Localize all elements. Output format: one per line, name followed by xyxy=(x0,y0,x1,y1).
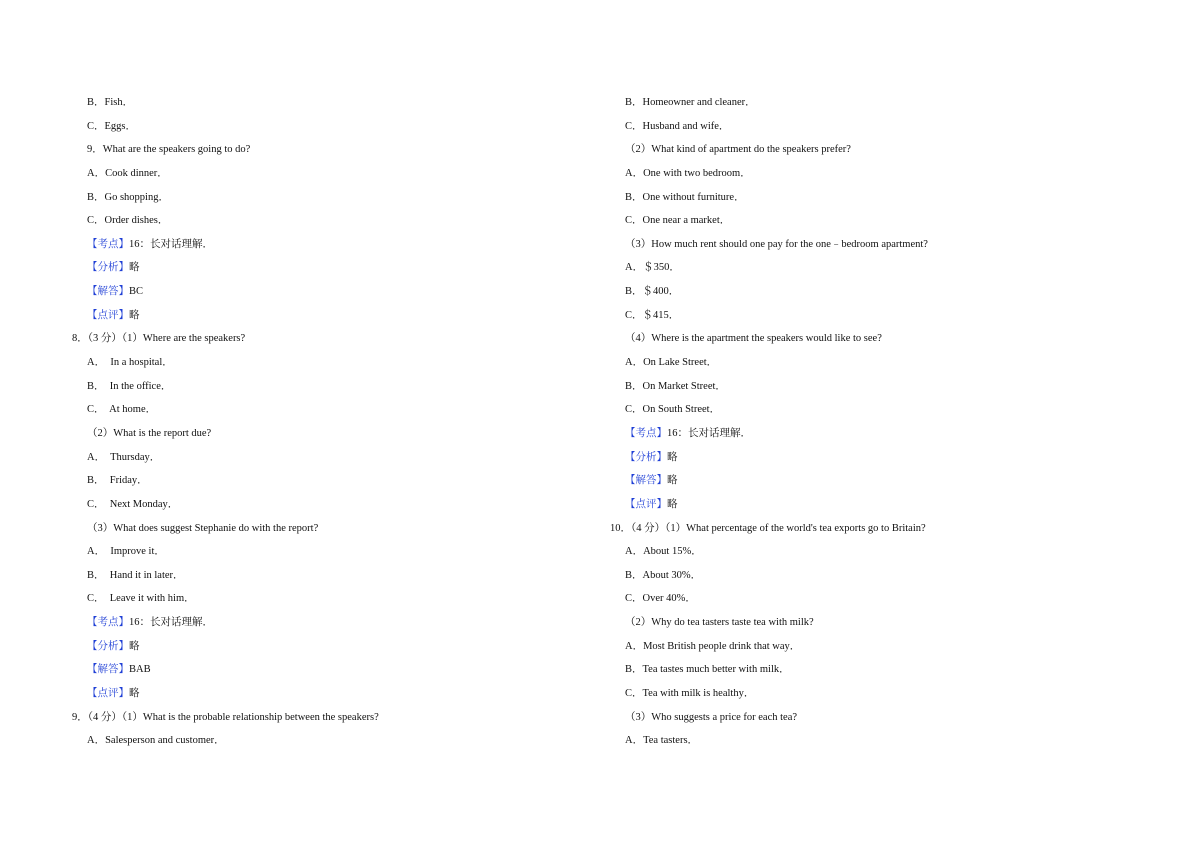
note-tag: 【解答】 xyxy=(87,286,129,298)
text-line: A．Cook dinner． xyxy=(87,167,168,179)
text-line: B．About 30%． xyxy=(625,569,702,581)
answer-note-line xyxy=(610,425,1170,449)
answer-note-line xyxy=(610,472,1170,496)
note-tag: 【解答】 xyxy=(87,664,129,676)
note-text: 16：长对话理解． xyxy=(129,238,213,250)
text-line: （2）What is the report due? xyxy=(87,427,212,439)
text-line: C．＄415． xyxy=(625,309,680,321)
note-tag: 【点评】 xyxy=(625,498,667,510)
note-text: 略 xyxy=(129,640,140,652)
text-line: B． Friday． xyxy=(87,475,148,487)
text-line: （3）Who suggests a price for each tea? xyxy=(625,711,798,723)
text-line: C． At home． xyxy=(87,404,157,416)
left-column xyxy=(72,94,592,756)
note-tag: 【分析】 xyxy=(87,640,129,652)
text-line: B．One without furniture． xyxy=(625,191,745,203)
text-line: A．Salesperson and customer． xyxy=(87,735,225,747)
text-line: C． Next Monday． xyxy=(87,498,179,510)
text-line: （2）Why do tea tasters taste tea with milk? xyxy=(625,617,814,629)
text-line: B．On Market Street． xyxy=(625,380,726,392)
question-line: 8．（3 分）（1）Where are the speakers? xyxy=(72,333,246,345)
note-tag: 【分析】 xyxy=(625,451,667,463)
right-column xyxy=(610,94,1170,756)
text-line: C．Order dishes． xyxy=(87,215,169,227)
answer-note-line xyxy=(72,685,592,709)
text-line: B．Tea tastes much better with milk． xyxy=(625,664,790,676)
note-tag: 【考点】 xyxy=(625,427,667,439)
answer-note-line xyxy=(72,638,592,662)
text-line: B．Fish． xyxy=(87,97,134,108)
text-line: （3）What does suggest Stephanie do with the report? xyxy=(87,522,319,534)
answer-note-line xyxy=(72,236,592,260)
answer-note-line xyxy=(610,496,1170,520)
text-line: C．One near a market． xyxy=(625,215,731,227)
question-line: 10．（4 分）（1）What percentage of the world's tea exports go to Britain? xyxy=(610,522,926,534)
text-line: （2）What kind of apartment do the speakers prefer? xyxy=(625,144,851,156)
answer-note-line xyxy=(72,259,592,283)
answer-note-line xyxy=(72,307,592,331)
note-text: 略 xyxy=(129,309,140,321)
text-line: C． Leave it with him． xyxy=(87,593,195,605)
text-line: C．Over 40%． xyxy=(625,593,696,605)
text-line: A． Thursday． xyxy=(87,451,161,463)
text-line: A．Tea tasters． xyxy=(625,735,699,747)
text-line: A．About 15%． xyxy=(625,546,702,558)
question-line: 9．（4 分）（1）What is the probable relationship between the speakers? xyxy=(72,711,379,723)
note-tag: 【考点】 xyxy=(87,238,129,250)
note-tag: 【点评】 xyxy=(87,309,129,321)
note-tag: 【分析】 xyxy=(87,262,129,274)
text-line: C．Husband and wife． xyxy=(625,120,730,132)
text-line: 9．What are the speakers going to do? xyxy=(87,144,251,156)
text-line: （3）How much rent should one pay for the one﹣bedroom apartment? xyxy=(625,238,928,250)
note-tag: 【点评】 xyxy=(87,688,129,700)
text-line: A．Most British people drink that way． xyxy=(625,640,801,652)
text-line: C．Tea with milk is healthy． xyxy=(625,688,755,700)
text-line: C．On South Street． xyxy=(625,404,721,416)
note-tag: 【考点】 xyxy=(87,617,129,629)
note-text: BAB xyxy=(129,664,151,676)
text-line: B． Hand it in later． xyxy=(87,569,184,581)
text-line: B． In the office． xyxy=(87,380,172,392)
note-tag: 【解答】 xyxy=(625,475,667,487)
answer-note-line xyxy=(72,283,592,307)
text-line: A． Improve it． xyxy=(87,546,165,558)
answer-note-line xyxy=(72,661,592,685)
text-line: A．One with two bedroom． xyxy=(625,167,751,179)
note-text: BC xyxy=(129,286,144,298)
text-line: B．Go shopping． xyxy=(87,191,169,203)
text-line: A．On Lake Street． xyxy=(625,357,718,369)
answer-note-line xyxy=(610,449,1170,473)
note-text: 略 xyxy=(667,475,678,487)
answer-note-line xyxy=(72,614,592,638)
text-line: B．Homeowner and cleaner． xyxy=(625,97,756,108)
note-text: 略 xyxy=(667,451,678,463)
text-line: B．＄400． xyxy=(625,286,680,298)
text-line: （4）Where is the apartment the speakers would like to see? xyxy=(625,333,882,345)
note-text: 16：长对话理解． xyxy=(667,427,751,439)
note-text: 16：长对话理解． xyxy=(129,617,213,629)
note-text: 略 xyxy=(667,498,678,510)
text-line: C．Eggs． xyxy=(87,120,137,132)
note-text: 略 xyxy=(129,688,140,700)
text-line: A． In a hospital． xyxy=(87,357,173,369)
text-line: A．＄350． xyxy=(625,262,680,274)
note-text: 略 xyxy=(129,262,140,274)
